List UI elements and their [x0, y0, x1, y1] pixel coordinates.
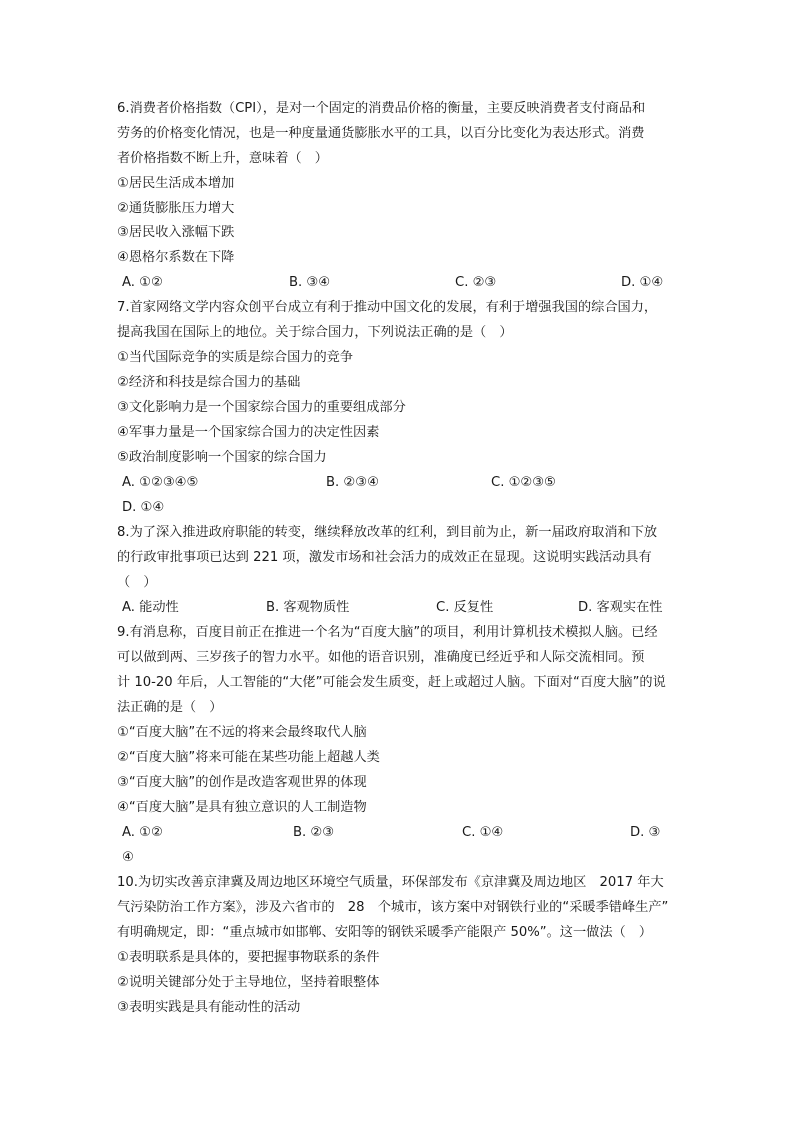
q6-stem-line-3: 者价格指数不断上升，意味着（ ）: [117, 151, 328, 166]
q6-item-4: ④恩格尔系数在下降: [117, 250, 235, 265]
q10-stem-line-3: 有明确规定，即：“重点城市如邯郸、安阳等的钢铁采暖季产能限产 50%”。这一做法（ ）: [117, 925, 653, 940]
q7-stem-line-1: 7.首家网络文学内容众创平台成立有利于推动中国文化的发展，有利于增强我国的综合国力，: [117, 300, 658, 315]
q9-option-c: C. ①④: [462, 825, 504, 840]
q7-item-3: ③文化影响力是一个国家综合国力的重要组成部分: [117, 400, 406, 415]
q9-stem-line-3: 计 10-20 年后，人工智能的“大佬”可能会发生质变，赶上或超过人脑。下面对“百度大脑”的说: [117, 675, 666, 690]
q7-item-5: ⑤政治制度影响一个国家的综合国力: [117, 450, 327, 465]
q9-item-2: ②“百度大脑”将来可能在某些功能上超越人类: [117, 750, 380, 765]
q6-option-b: B. ③④: [289, 275, 331, 290]
q10-item-3: ③表明实践是具有能动性的活动: [117, 1000, 301, 1015]
q9-stem-line-2: 可以做到两、三岁孩子的智力水平。如他的语音识别，准确度已经近乎和人际交流相同。预: [117, 650, 645, 665]
q7-option-b: B. ②③④: [326, 475, 379, 490]
q10-stem-line-1: 10.为切实改善京津冀及周边地区环境空气质量，环保部发布《京津冀及周边地区 2017 年大: [117, 875, 664, 890]
q7-option-d: D. ①④: [122, 500, 165, 515]
q8-option-b: B. 客观物质性: [266, 600, 350, 615]
q7-option-c: C. ①②③⑤: [491, 475, 556, 490]
q6-option-d: D. ①④: [621, 275, 664, 290]
q8-stem-line-3: （ ）: [117, 575, 157, 590]
q9-item-3: ③“百度大脑”的创作是改造客观世界的体现: [117, 775, 367, 790]
q6-item-2: ②通货膨胀压力增大: [117, 201, 235, 216]
q7-option-a: A. ①②③④⑤: [122, 475, 199, 490]
q9-option-b: B. ②③: [293, 825, 335, 840]
q9-item-1: ①“百度大脑”在不远的将来会最终取代人脑: [117, 725, 367, 740]
q10-item-1: ①表明联系是具体的，要把握事物联系的条件: [117, 950, 380, 965]
q9-item-4: ④“百度大脑”是具有独立意识的人工制造物: [117, 800, 367, 815]
q9-option-a: A. ①②: [122, 825, 163, 840]
q10-item-2: ②说明关键部分处于主导地位，坚持着眼整体: [117, 975, 380, 990]
q6-item-3: ③居民收入涨幅下跌: [117, 225, 235, 240]
q10-stem-line-2: 气污染防治工作方案》，涉及六省市的 28 个城市，该方案中对钢铁行业的“采暖季错峰生产”: [117, 900, 669, 915]
q6-stem-line-2: 劳务的价格变化情况，也是一种度量通货膨胀水平的工具，以百分比变化为表达形式。消费: [117, 126, 645, 141]
q7-item-1: ①当代国际竞争的实质是综合国力的竞争: [117, 350, 354, 365]
q9-option-d: D. ③: [630, 825, 661, 840]
q9-stem-line-4: 法正确的是（ ）: [117, 700, 223, 715]
q9-stem-line-1: 9.有消息称，百度目前正在推进一个名为“百度大脑”的项目，利用计算机技术模拟人脑。已经: [117, 625, 658, 640]
q7-item-4: ④军事力量是一个国家综合国力的决定性因素: [117, 425, 380, 440]
q8-option-a: A. 能动性: [122, 600, 179, 615]
q6-item-1: ①居民生活成本增加: [117, 176, 235, 191]
q9-option-d-continued: ④: [122, 850, 134, 865]
q6-option-a: A. ①②: [122, 275, 163, 290]
q8-stem-line-2: 的行政审批事项已达到 221 项，激发市场和社会活力的成效正在显现。这说明实践活动具有: [117, 550, 652, 565]
q8-stem-line-1: 8.为了深入推进政府职能的转变，继续释放改革的红利，到目前为止，新一届政府取消和下放: [117, 525, 658, 540]
q6-option-c: C. ②③: [455, 275, 497, 290]
q6-stem-line-1: 6.消费者价格指数（CPI），是对一个固定的消费品价格的衡量，主要反映消费者支付商品和: [117, 101, 646, 116]
q7-stem-line-2: 提高我国在国际上的地位。关于综合国力，下列说法正确的是（ ）: [117, 325, 513, 340]
q8-option-c: C. 反复性: [436, 600, 494, 615]
q8-option-d: D. 客观实在性: [578, 600, 663, 615]
q7-item-2: ②经济和科技是综合国力的基础: [117, 375, 301, 390]
